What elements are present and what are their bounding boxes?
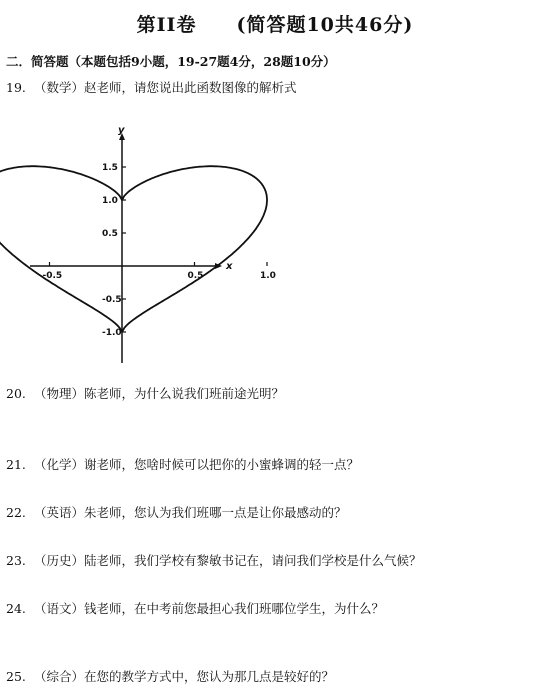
x-tick-label: 0.5 [187,271,204,281]
question-20 [6,384,284,402]
y-tick-label: -0.5 [102,295,122,305]
part-subtitle: (简答题10共46分) [236,14,414,36]
question-text: （历史）陆老师，我们学校有黎敏书记在，请问我们学校是什么气候？ [34,553,422,568]
section-heading: 二．简答题（本题包括9小题，19-27题4分，28题10分） [6,54,336,69]
question-text: （物理）陈老师，为什么说我们班前途光明？ [34,386,285,401]
y-tick-label: 1.5 [102,163,118,173]
x-axis [30,263,222,269]
heart-function-graph [0,118,276,368]
question-number: 20. [6,386,26,401]
question-number: 22. [6,505,26,520]
question-23 [6,551,422,569]
x-tick-label: 1.0 [260,271,276,281]
x-axis-label: x [226,261,233,272]
question-text: （综合）在您的教学方式中，您认为那几点是较好的？ [34,669,335,684]
y-tick-label: 1.0 [102,196,118,206]
y-tick-label: -1.0 [102,328,122,338]
question-text: （化学）谢老师，您啥时候可以把你的小蜜蜂调的轻一点？ [34,457,360,472]
question-text: （语文）钱老师，在中考前您最担心我们班哪位学生，为什么？ [34,601,385,616]
question-24 [6,599,384,617]
question-22 [6,503,347,521]
question-number: 23. [6,553,26,568]
y-tick-label: 0.5 [102,229,118,239]
question-text: （数学）赵老师，请您说出此函数图像的解析式 [34,80,297,95]
question-number: 24. [6,601,26,616]
question-25 [6,667,334,685]
question-number: 25. [6,669,26,684]
y-axis-label: y [118,125,125,136]
question-21 [6,455,359,473]
question-number: 19. [6,80,26,95]
volume-label: 第II卷 [136,14,197,36]
question-19 [6,78,297,96]
x-tick-label: -0.5 [42,271,63,281]
heart-curve [0,166,267,332]
exam-part-title [0,10,550,37]
question-text: （英语）朱老师，您认为我们班哪一点是让你最感动的？ [34,505,347,520]
question-number: 21. [6,457,26,472]
